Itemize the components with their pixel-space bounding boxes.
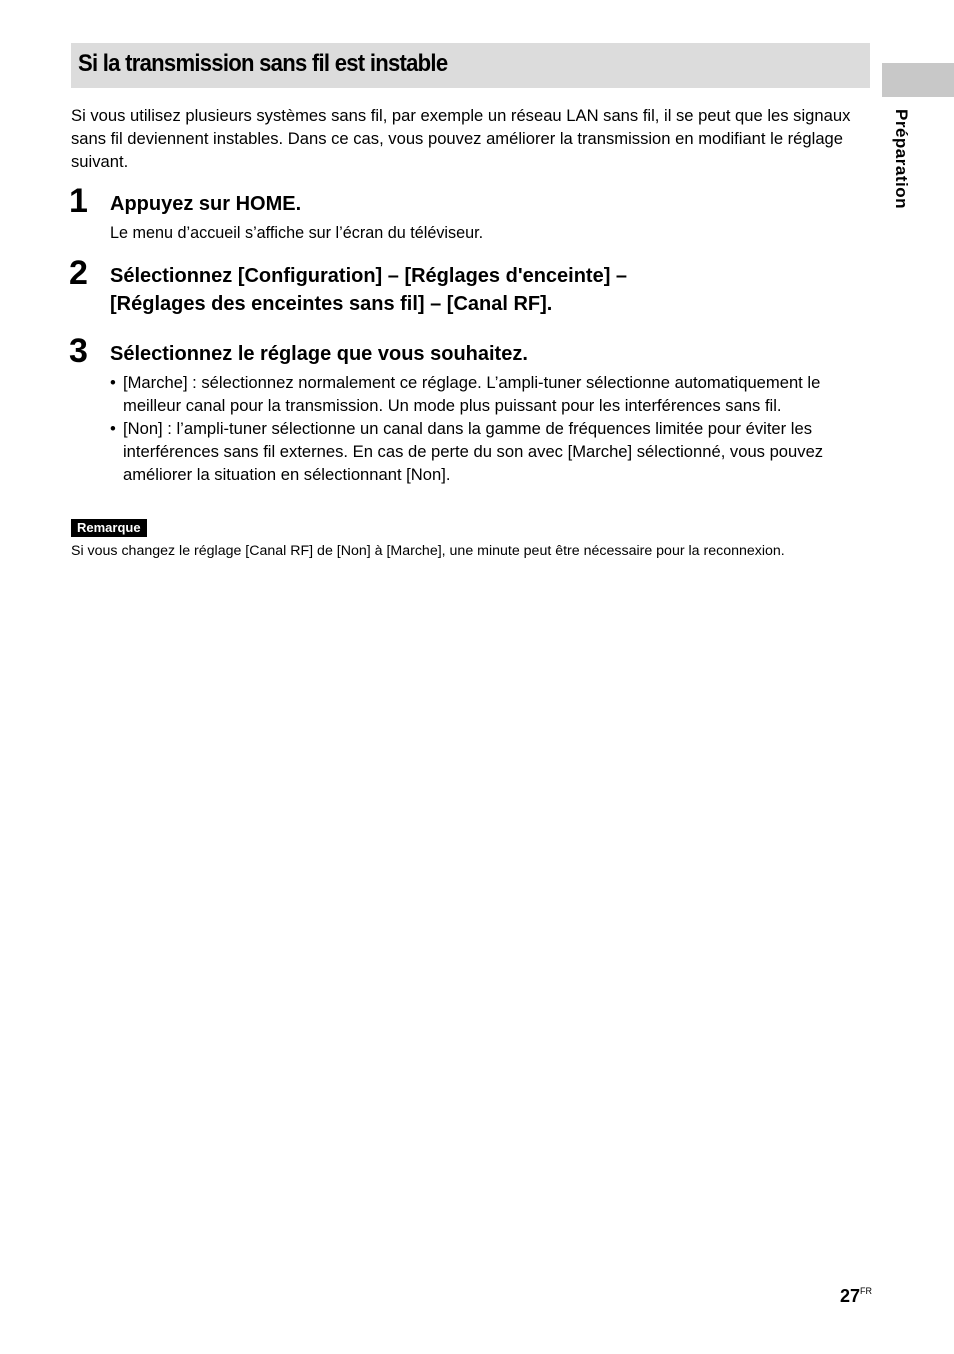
step-2-number: 2 [69, 254, 88, 292]
note-badge: Remarque [71, 519, 147, 537]
section-title: Si la transmission sans fil est instable [78, 50, 448, 77]
page-number-value: 27 [840, 1286, 861, 1306]
step-1-number: 1 [69, 182, 88, 220]
step-2-title-line1: Sélectionnez [Configuration] – [Réglages d'enceinte] – [110, 265, 628, 287]
step-2-title-line2: [Réglages des enceintes sans fil] – [Canal RF]. [110, 293, 553, 315]
section-title-bar [71, 43, 870, 88]
chapter-label: Préparation [892, 109, 911, 209]
note-text: Si vous changez le réglage [Canal RF] de [Non] à [Marche], une minute peut être nécessaire pour la reconnexion. [71, 543, 785, 559]
option-marche: • [Marche] : sélectionnez normalement ce réglage. L’ampli-tuner sélectionne automatiquement le meilleur canal pour la transmission. Un mode plus puissant pour les interférences sans fil. [110, 371, 870, 417]
option-non: • [Non] : l’ampli-tuner sélectionne un canal dans la gamme de fréquences limitée pour éviter les interférences sans fil externes. En cas de perte du son avec [Marche] sélectionné, vous pouvez améliorer la situation en sélectionnant [Non]. [110, 417, 870, 486]
chapter-tab [882, 63, 954, 97]
step-3-title: Sélectionnez le réglage que vous souhaitez. [110, 343, 528, 365]
step-1-title: Appuyez sur HOME. [110, 193, 302, 215]
page-language-code: FR [860, 1286, 873, 1296]
step-1-body: Le menu d’accueil s’affiche sur l’écran du téléviseur. [110, 224, 484, 242]
intro-paragraph: Si vous utilisez plusieurs systèmes sans fil, par exemple un réseau LAN sans fil, il se peut que les signaux sans fil deviennent instables. Dans ce cas, vous pouvez améliorer la transmission en modifiant le réglage suivant. [71, 106, 851, 171]
step-3-number: 3 [69, 332, 88, 370]
step-3-options-list [110, 371, 870, 486]
page-number [840, 1286, 872, 1307]
